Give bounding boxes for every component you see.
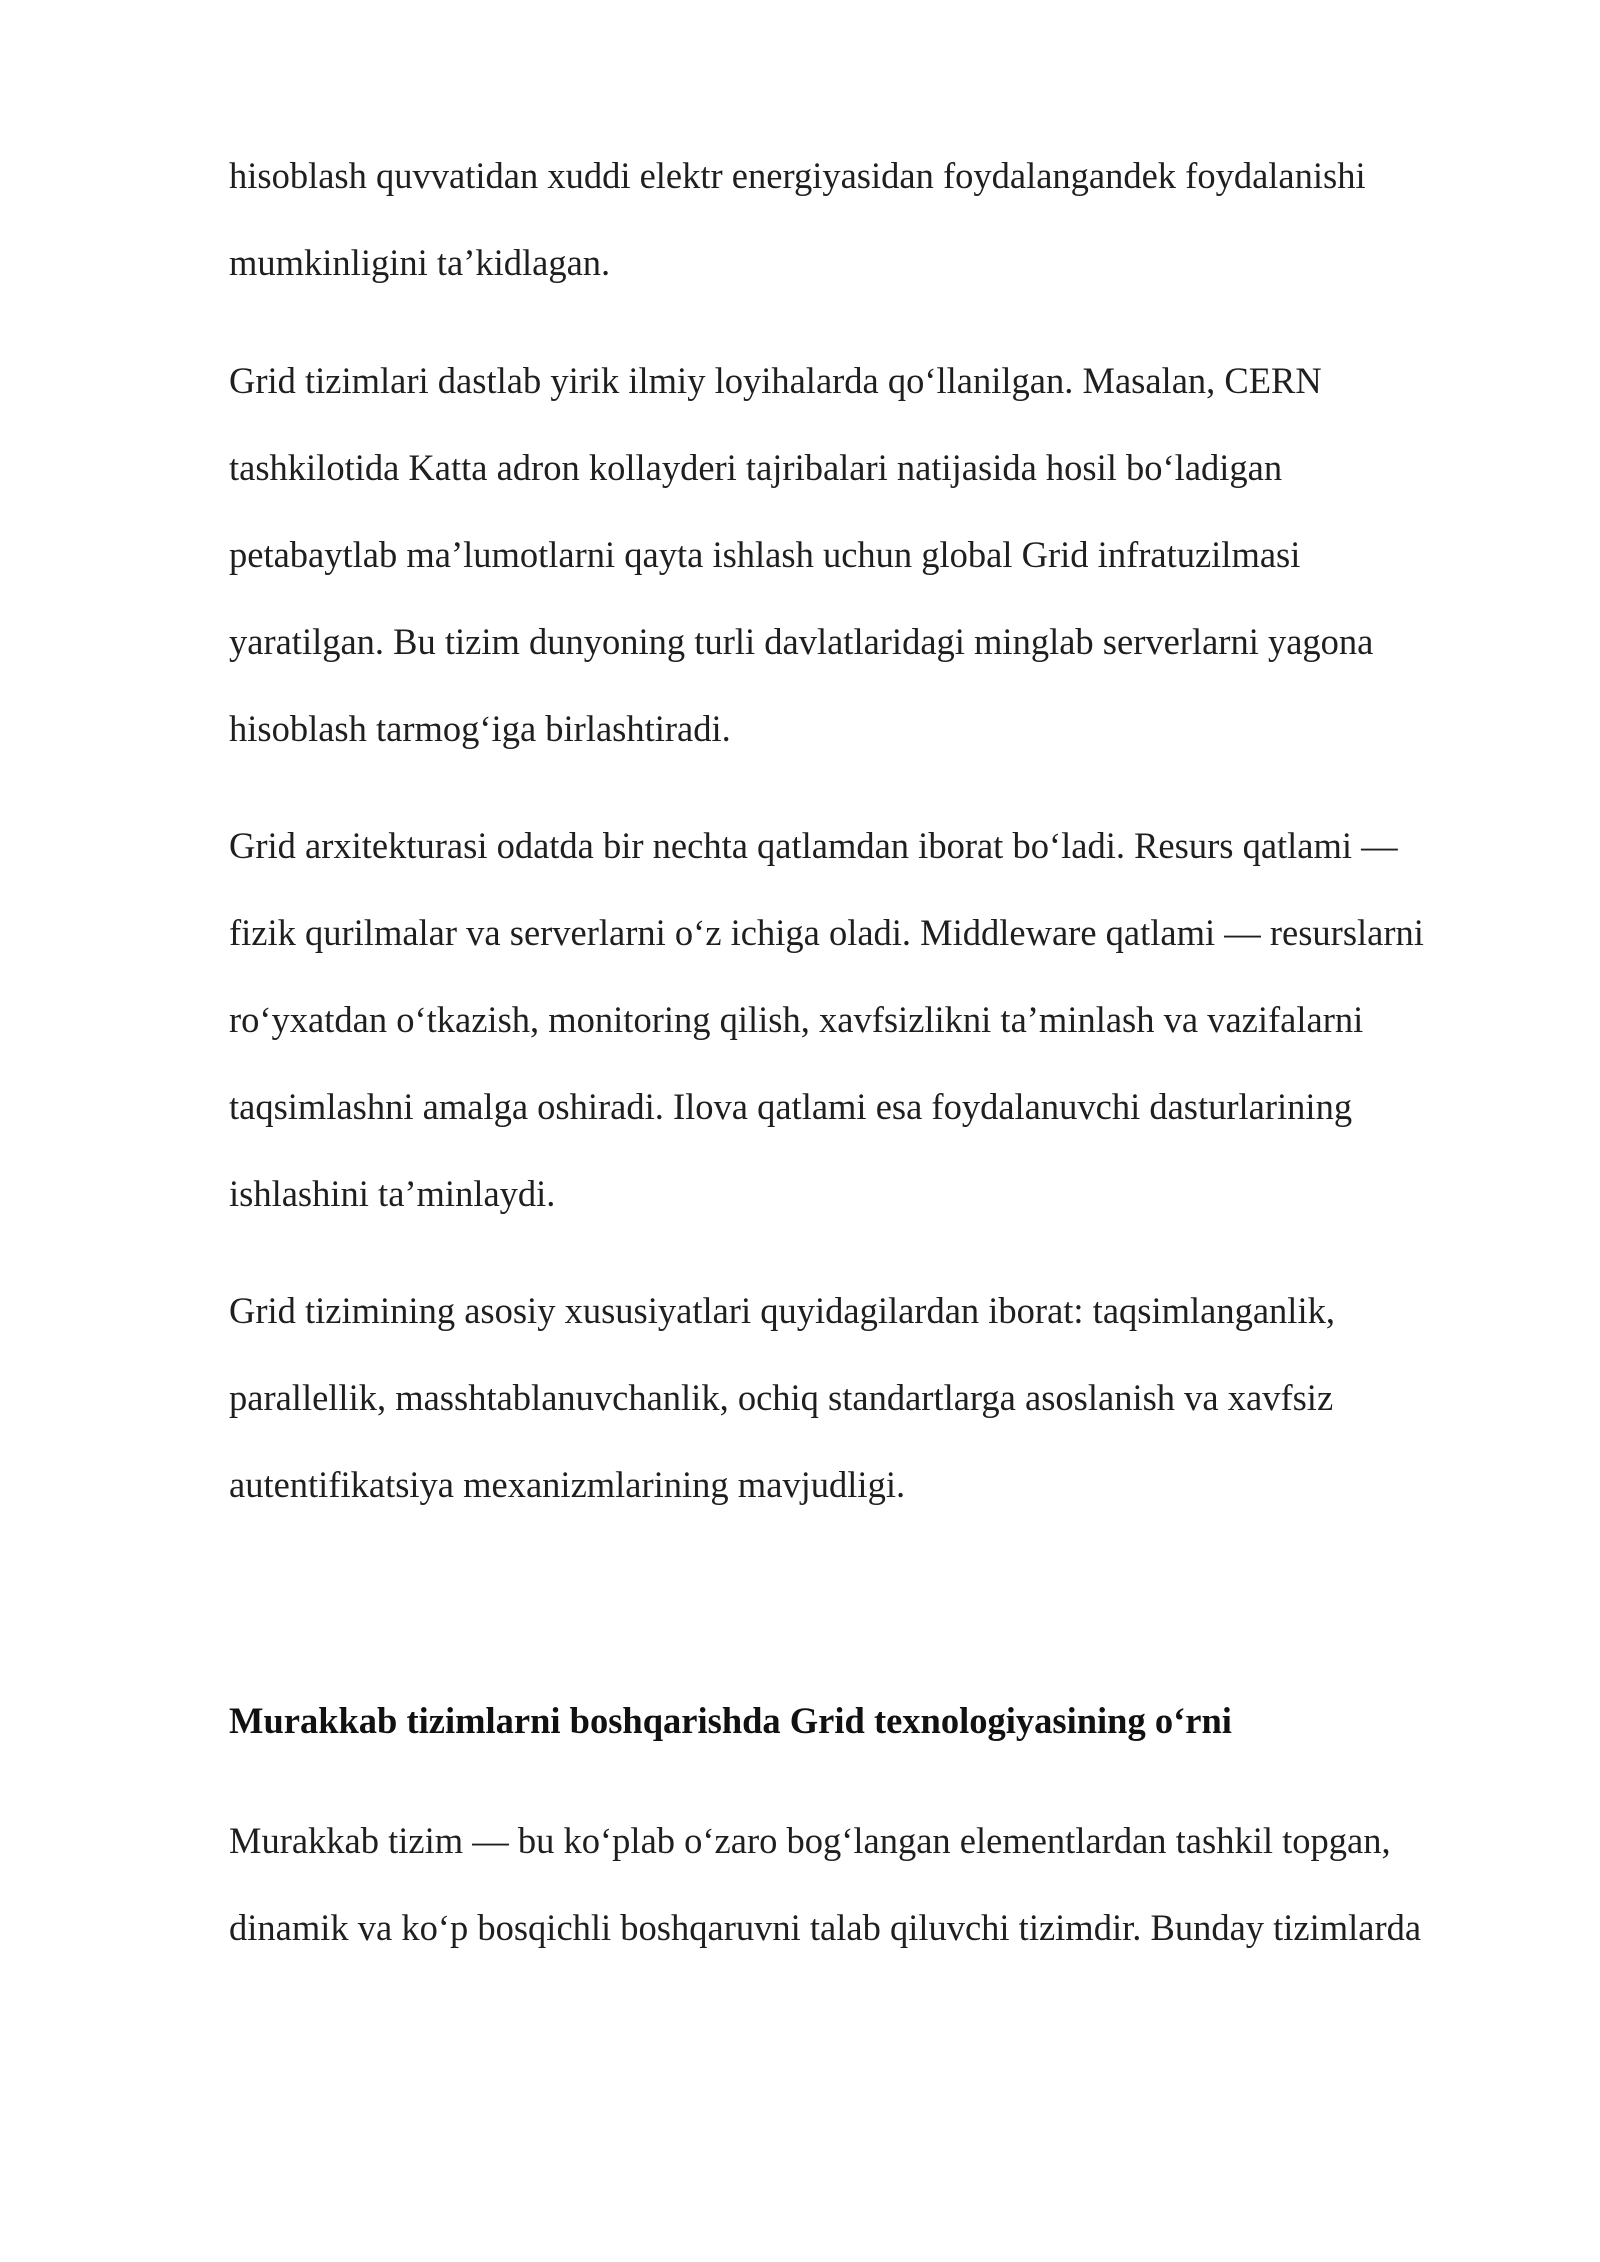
- paragraph-line: tashkilotida Katta adron kollayderi tajribalari natijasida hosil bo‘ladigan: [229, 447, 1283, 488]
- paragraph-line: ishlashini ta’minlaydi.: [229, 1173, 556, 1214]
- paragraph-line: Grid tizimlari dastlab yirik ilmiy loyihalarda qo‘llanilgan. Masalan, CERN: [229, 360, 1322, 401]
- paragraph-line: mumkinligini ta’kidlagan.: [229, 242, 611, 283]
- paragraph-line: hisoblash quvvatidan xuddi elektr energiyasidan foydalangandek foydalanishi: [229, 155, 1366, 196]
- paragraph-line: autentifikatsiya mexanizmlarining mavjudligi.: [229, 1464, 906, 1505]
- paragraph-line: taqsimlashni amalga oshiradi. Ilova qatlami esa foydalanuvchi dasturlarining: [229, 1086, 1353, 1127]
- paragraph-line: Murakkab tizim — bu ko‘plab o‘zaro bog‘langan elementlardan tashkil topgan,: [229, 1820, 1391, 1861]
- paragraph-3: [229, 802, 1479, 1237]
- paragraph-line: Grid tizimining asosiy xususiyatlari quyidagilardan iborat: taqsimlanganlik,: [229, 1290, 1335, 1331]
- paragraph-line: petabaytlab ma’lumotlarni qayta ishlash uchun global Grid infratuzilmasi: [229, 534, 1301, 575]
- paragraph-line: fizik qurilmalar va serverlarni o‘z ichiga oladi. Middleware qatlami — resurslarni: [229, 912, 1424, 953]
- paragraph-1: [229, 132, 1479, 306]
- paragraph-5: [229, 1797, 1479, 1971]
- paragraph-4: [229, 1267, 1479, 1528]
- paragraph-line: Grid arxitekturasi odatda bir nechta qatlamdan iborat bo‘ladi. Resurs qatlami —: [229, 825, 1398, 866]
- paragraph-line: hisoblash tarmog‘iga birlashtiradi.: [229, 708, 731, 749]
- paragraph-line: ro‘yxatdan o‘tkazish, monitoring qilish, xavfsizlikni ta’minlash va vazifalarni: [229, 999, 1364, 1040]
- section-heading: [229, 1677, 1479, 1764]
- paragraph-2: [229, 337, 1479, 772]
- section-heading-text: Murakkab tizimlarni boshqarishda Grid texnologiyasining o‘rni: [229, 1700, 1232, 1741]
- paragraph-line: yaratilgan. Bu tizim dunyoning turli davlatlaridagi minglab serverlarni yagona: [229, 621, 1374, 662]
- paragraph-line: parallellik, masshtablanuvchanlik, ochiq standartlarga asoslanish va xavfsiz: [229, 1377, 1334, 1418]
- paragraph-line: dinamik va ko‘p bosqichli boshqaruvni talab qiluvchi tizimdir. Bunday tizimlarda: [229, 1907, 1422, 1948]
